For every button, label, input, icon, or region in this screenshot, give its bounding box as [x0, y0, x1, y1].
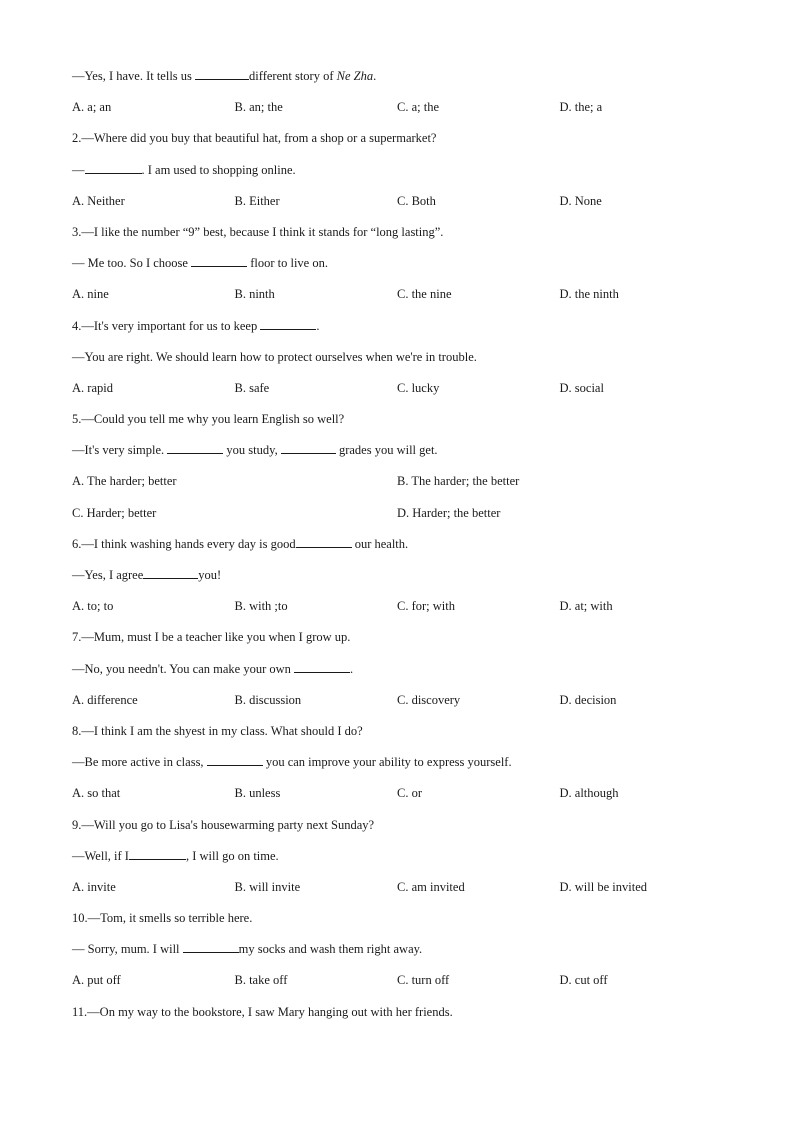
q4-option-b[interactable]: B. safe: [234, 380, 270, 395]
q9-option-d[interactable]: D. will be invited: [559, 879, 647, 894]
q4-option-d[interactable]: D. social: [559, 380, 604, 395]
q3-option-b[interactable]: B. ninth: [234, 287, 275, 302]
q7-answer: —No, you needn't. You can make your own .: [72, 655, 732, 686]
q5-options-row-2: [72, 499, 732, 530]
q1-option-d[interactable]: D. the; a: [559, 100, 603, 115]
q9-option-c[interactable]: C. am invited: [397, 879, 465, 894]
q10-option-d[interactable]: D. cut off: [559, 973, 608, 988]
q10-options: [72, 966, 732, 997]
q6-blank-1[interactable]: [296, 534, 352, 548]
q3-answer: — Me too. So I choose floor to live on.: [72, 249, 732, 280]
q10-answer: — Sorry, mum. I will my socks and wash them right away.: [72, 935, 732, 966]
q1-answer: —Yes, I have. It tells us different story of Ne Zha.: [72, 62, 732, 93]
q5-question: 5.—Could you tell me why you learn English so well?: [72, 412, 345, 427]
q8-answer: —Be more active in class, you can improve your ability to express yourself.: [72, 748, 732, 779]
q9-answer: —Well, if I , I will go on time.: [72, 842, 732, 873]
q7-option-c[interactable]: C. discovery: [397, 692, 461, 707]
q4-option-c[interactable]: C. lucky: [397, 380, 440, 395]
q3-option-c[interactable]: C. the nine: [397, 287, 452, 302]
q2-options: [72, 187, 732, 218]
q2-question: 2.—Where did you buy that beautiful hat, from a shop or a supermarket?: [72, 131, 437, 146]
q4-question: 4.—It's very important for us to keep .: [72, 312, 732, 343]
q10-question: 10.—Tom, it smells so terrible here.: [72, 911, 253, 926]
q1-option-a[interactable]: A. a; an: [72, 100, 112, 115]
q9-options: [72, 873, 732, 904]
q2-option-c[interactable]: C. Both: [397, 193, 436, 208]
q6-options: [72, 592, 732, 623]
q8-question: 8.—I think I am the shyest in my class. What should I do?: [72, 723, 363, 738]
q2-option-b[interactable]: B. Either: [234, 193, 280, 208]
q7-option-a[interactable]: A. difference: [72, 692, 138, 707]
q8-option-a[interactable]: A. so that: [72, 786, 121, 801]
q8-options: [72, 779, 732, 810]
q10-option-a[interactable]: A. put off: [72, 973, 121, 988]
q8-option-d[interactable]: D. although: [559, 786, 619, 801]
q1-options: [72, 93, 732, 124]
q6-answer: —Yes, I agree you!: [72, 561, 732, 592]
q1-option-c[interactable]: C. a; the: [397, 100, 440, 115]
q5-blank-2[interactable]: [281, 440, 336, 454]
q6-option-c[interactable]: C. for; with: [397, 599, 455, 614]
q4-blank[interactable]: [260, 316, 316, 330]
q2-answer: — . I am used to shopping online.: [72, 156, 732, 187]
q3-blank[interactable]: [191, 253, 247, 267]
q10-option-b[interactable]: B. take off: [234, 973, 288, 988]
q1-blank[interactable]: [195, 66, 249, 80]
q5-option-b[interactable]: B. The harder; the better: [397, 474, 520, 489]
q8-option-c[interactable]: C. or: [397, 786, 422, 801]
q5-options-row-1: [72, 467, 732, 498]
q3-question: 3.—I like the number “9” best, because I think it stands for “long lasting”.: [72, 224, 444, 239]
q8-blank[interactable]: [207, 752, 263, 766]
q11-question: 11.—On my way to the bookstore, I saw Mary hanging out with her friends.: [72, 1004, 453, 1019]
q4-answer: —You are right. We should learn how to protect ourselves when we're in trouble.: [72, 349, 477, 364]
q6-option-a[interactable]: A. to; to: [72, 599, 114, 614]
q3-options: [72, 280, 732, 311]
q4-options: [72, 374, 732, 405]
q5-blank-1[interactable]: [167, 440, 223, 454]
q7-option-b[interactable]: B. discussion: [234, 692, 302, 707]
q6-question: 6.—I think washing hands every day is good our health.: [72, 530, 732, 561]
q1-option-b[interactable]: B. an; the: [234, 100, 283, 115]
q8-option-b[interactable]: B. unless: [234, 786, 281, 801]
question-list: [72, 62, 732, 1029]
q2-option-d[interactable]: D. None: [559, 193, 602, 208]
q7-question: 7.—Mum, must I be a teacher like you when I grow up.: [72, 630, 351, 645]
q6-blank-2[interactable]: [143, 565, 198, 579]
q9-option-a[interactable]: A. invite: [72, 879, 116, 894]
q5-option-a[interactable]: A. The harder; better: [72, 474, 177, 489]
q5-option-d[interactable]: D. Harder; the better: [397, 505, 501, 520]
q7-blank[interactable]: [294, 659, 350, 673]
q3-option-a[interactable]: A. nine: [72, 287, 109, 302]
q7-option-d[interactable]: D. decision: [559, 692, 617, 707]
q9-question: 9.—Will you go to Lisa's housewarming party next Sunday?: [72, 817, 375, 832]
q4-option-a[interactable]: A. rapid: [72, 380, 113, 395]
q9-blank[interactable]: [129, 846, 186, 860]
q5-option-c[interactable]: C. Harder; better: [72, 505, 157, 520]
q3-option-d[interactable]: D. the ninth: [559, 287, 619, 302]
q7-options: [72, 686, 732, 717]
q10-blank[interactable]: [183, 939, 239, 953]
q10-option-c[interactable]: C. turn off: [397, 973, 450, 988]
q6-option-b[interactable]: B. with ;to: [234, 599, 288, 614]
q5-answer: —It's very simple. you study, grades you will get.: [72, 436, 732, 467]
q9-option-b[interactable]: B. will invite: [234, 879, 301, 894]
q6-option-d[interactable]: D. at; with: [559, 599, 613, 614]
q2-option-a[interactable]: A. Neither: [72, 193, 125, 208]
q2-blank[interactable]: [85, 160, 142, 174]
